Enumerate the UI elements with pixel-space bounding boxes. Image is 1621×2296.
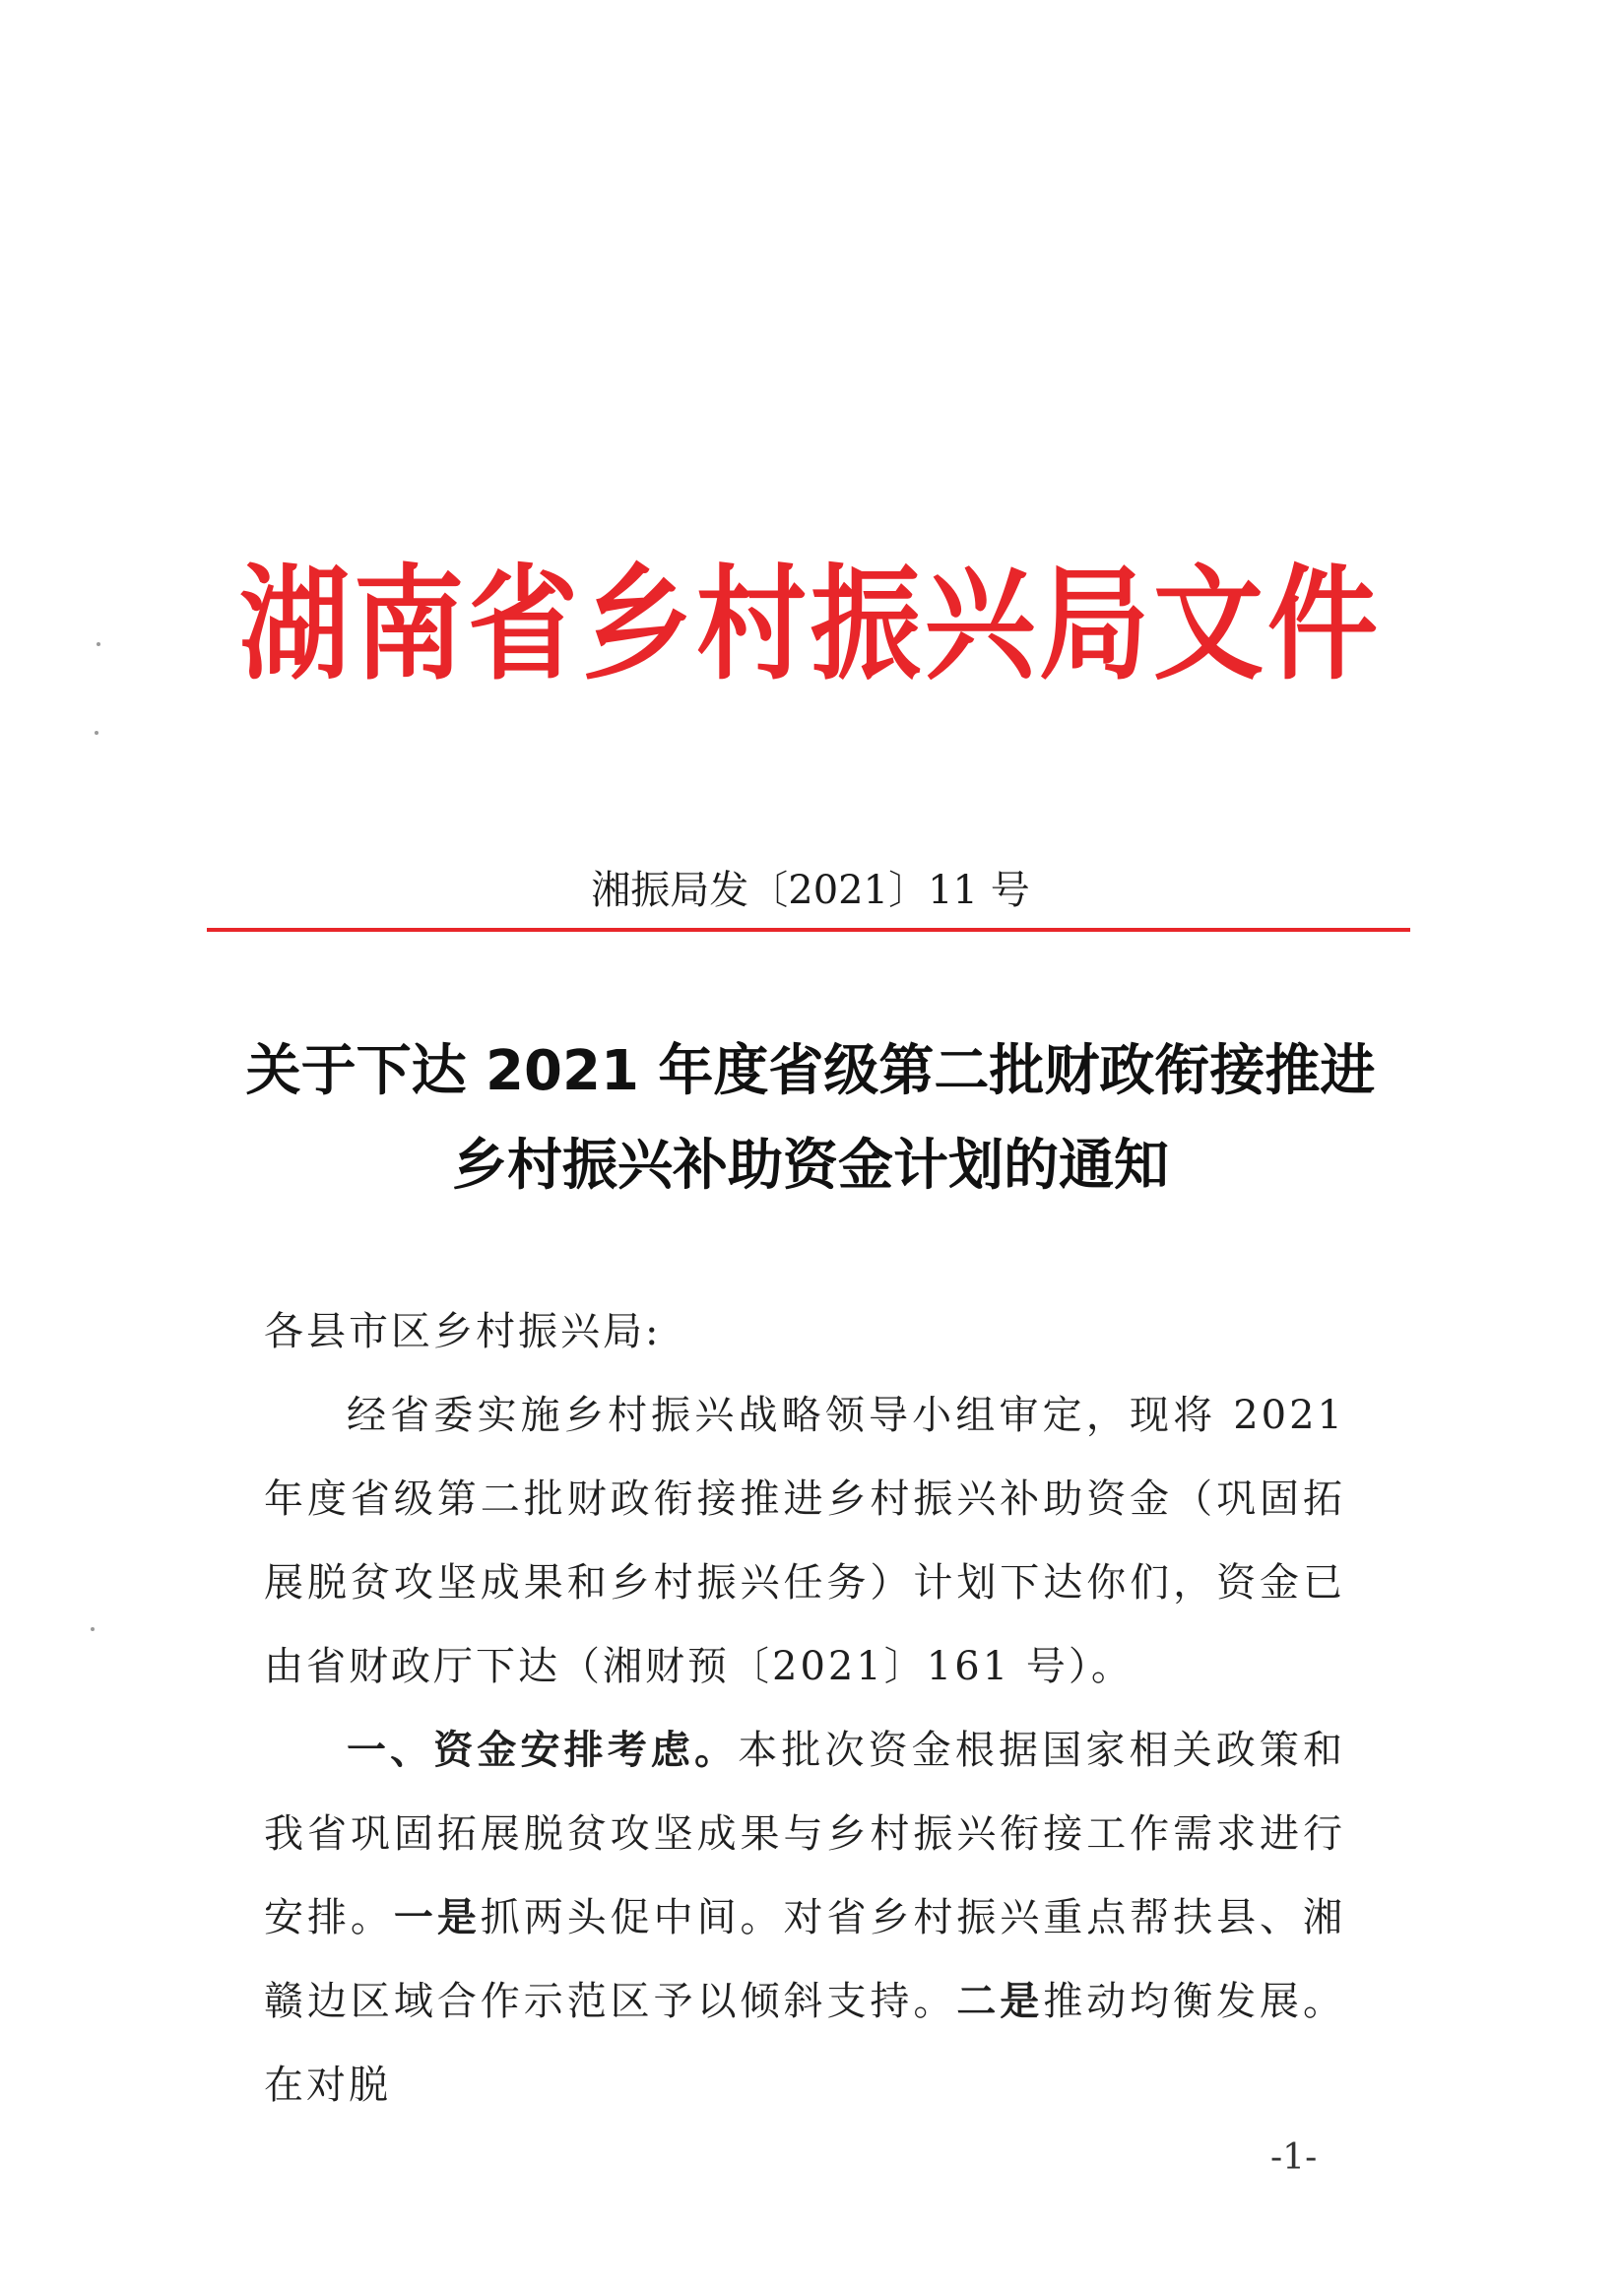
paragraph-2-text-b: 抓两头促中间。对省乡村振兴重点帮扶县、湘赣边区域合作示范区予以倾斜支持。 [264,1895,1346,2024]
paragraph-2-text-c: 推动均衡发展。在对脱 [264,1979,1346,2108]
paragraph-1: 经省委实施乡村振兴战略领导小组审定，现将 2021 年度省级第二批财政衔接推进乡村振兴补助资金（巩固拓展脱贫攻坚成果和乡村振兴任务）计划下达你们，资金已由省财政厅下达（湘财预〔2021〕161 号）。 [264,1393,1345,1689]
title-line-2: 乡村振兴补助资金计划的通知 [452,1134,1169,1198]
page-number: -1- [1270,2137,1318,2178]
document-masthead: 湖南省乡村振兴局文件 [239,554,1382,697]
document-title [0,1024,1621,1214]
point-label-1: 一是 [393,1895,481,1940]
scan-speck [91,1627,95,1631]
red-divider-line [207,928,1410,932]
document-body [264,1290,1345,2128]
paragraph-2-text-a: 本批次资金根据国家相关政策和我省巩固拓展脱贫攻坚成果与乡村振兴衔接工作需求进行安排。 [264,1728,1346,1940]
paragraph-2 [264,1709,1345,2128]
title-line-1: 关于下达 2021 年度省级第二批财政衔接推进 [245,1039,1376,1103]
document-number: 湘振局发〔2021〕11 号 [591,868,1030,913]
salutation: 各县市区乡村振兴局: [264,1309,662,1354]
point-label-2: 二是 [956,1979,1044,2024]
scan-speck [95,731,98,735]
section-heading: 一、资金安排考虑。 [347,1728,739,1773]
scan-speck [97,642,100,646]
